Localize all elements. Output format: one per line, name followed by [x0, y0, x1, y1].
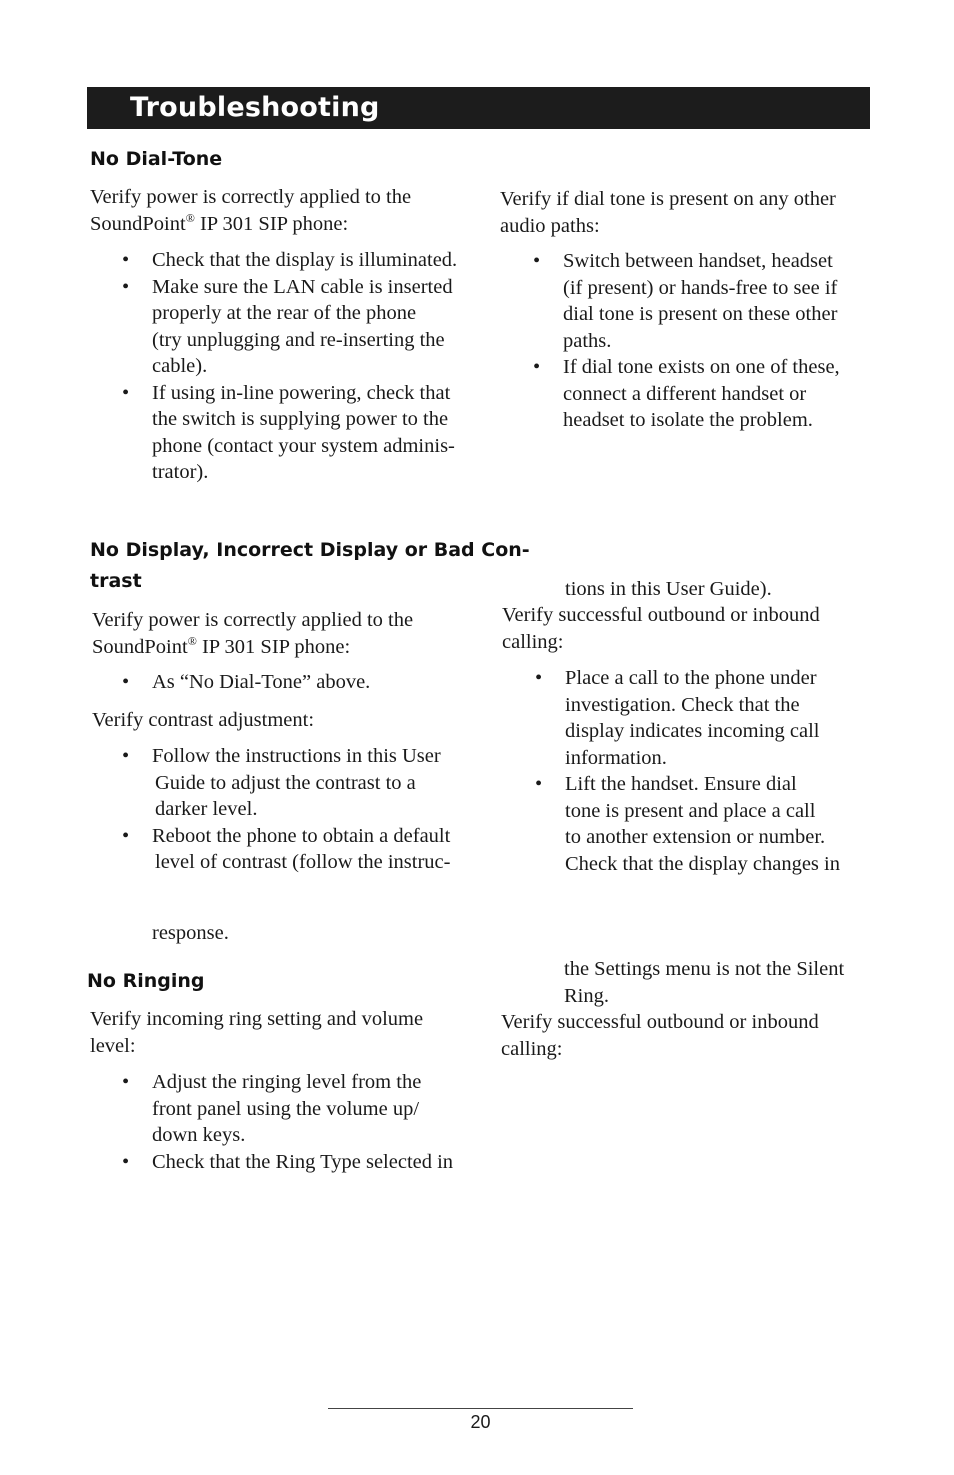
footer-rule [328, 1408, 633, 1409]
text-line: cable). [152, 355, 208, 377]
text-line: information. [565, 746, 667, 769]
text-line: • Make sure the LAN cable is inserted [152, 275, 453, 298]
list-item [533, 248, 840, 354]
contrast-bullets [122, 743, 450, 876]
list-item [533, 354, 840, 434]
text-line: • Follow the instructions in this User [152, 745, 441, 767]
text-line: trator). [152, 461, 209, 483]
text-line: paths. [563, 329, 612, 352]
text-line: headset to isolate the problem. [563, 409, 813, 431]
heading-no-ringing: No Ringing [87, 970, 205, 992]
text-line: Verify successful outbound or inbound [502, 604, 820, 626]
text-line: Verify incoming ring setting and volume [90, 1008, 424, 1030]
text-line: down keys. [152, 1124, 246, 1146]
text-line: phone (contact your system adminis- [152, 434, 455, 457]
display-left-intro [92, 607, 413, 660]
text-line: level of contrast (follow the instruc- [155, 851, 451, 873]
ringing-right-continuation [564, 956, 844, 1009]
list-item [535, 665, 840, 771]
display-response-continuation: response. [152, 922, 229, 944]
text-line: • Adjust the ringing level from the [152, 1071, 422, 1093]
registered-mark: ® [187, 633, 197, 648]
text-line: Verify if dial tone is present on any other [500, 188, 836, 210]
list-item [122, 1149, 453, 1176]
text-line: SoundPoint [92, 635, 188, 658]
text-line: Guide to adjust the contrast to a [155, 771, 416, 794]
list-item [535, 771, 840, 877]
text-line: • Check that the Ring Type selected in [152, 1150, 454, 1173]
display-right-intro [502, 602, 820, 655]
display-right-continuation: tions in this User Guide). [565, 578, 772, 600]
text-line: Ring. [564, 984, 609, 1007]
dialtone-left-intro [90, 184, 411, 237]
text-line: Verify power is correctly applied to the [92, 609, 414, 631]
text-line: investigation. Check that the [565, 693, 800, 716]
text-line: Verify successful outbound or inbound [501, 1011, 819, 1033]
text-line: trast [90, 570, 142, 592]
list-item [122, 743, 450, 823]
text-line: (try unplugging and re-inserting the [152, 328, 445, 351]
page-title: Troubleshooting [130, 92, 380, 123]
text-line: IP 301 SIP phone: [196, 635, 351, 658]
list-item [122, 1069, 453, 1149]
list-item [122, 823, 450, 876]
list-item [122, 274, 457, 380]
text-line: Verify power is correctly applied to the [90, 186, 412, 208]
text-line: front panel using the volume up/ [152, 1097, 420, 1120]
ringing-left-intro [90, 1006, 423, 1059]
text-line: level: [90, 1034, 136, 1057]
text-line: • If dial tone exists on one of these, [563, 356, 840, 378]
list-item [122, 380, 457, 486]
text-line: No Display, Incorrect Display or Bad Con- [90, 539, 530, 561]
text-line: • Lift the handset. Ensure dial [565, 773, 797, 795]
dialtone-right-bullets [533, 248, 840, 434]
dialtone-right-intro [500, 186, 836, 239]
text-line: dial tone is present on these other [563, 303, 838, 325]
text-line: properly at the rear of the phone [152, 302, 417, 324]
heading-no-dial-tone: No Dial-Tone [90, 148, 223, 170]
ringing-left-bullets [122, 1069, 453, 1175]
text-line: • Switch between handset, headset [563, 250, 833, 272]
text-line: • If using in-line powering, check that [152, 381, 451, 404]
text-line: to another extension or number. [565, 826, 826, 848]
contrast-intro: Verify contrast adjustment: [92, 709, 315, 731]
ringing-right-intro [501, 1009, 819, 1062]
text-line: audio paths: [500, 214, 600, 237]
registered-mark: ® [185, 210, 195, 225]
text-line: • Place a call to the phone under [565, 667, 817, 689]
list-item [122, 247, 457, 274]
dialtone-left-bullets [122, 247, 457, 486]
text-line: the switch is supplying power to the [152, 408, 449, 430]
text-line: • As “No Dial-Tone” above. [152, 671, 371, 693]
text-line: the Settings menu is not the Silent [564, 958, 845, 980]
display-as-above-bullet [122, 669, 370, 696]
page-number: 20 [470, 1412, 491, 1432]
text-line: (if present) or hands-free to see if [563, 276, 838, 299]
text-line: calling: [501, 1037, 563, 1060]
text-line: • Reboot the phone to obtain a default [152, 824, 451, 847]
text-line: darker level. [155, 798, 258, 820]
text-line: • Check that the display is illuminated. [152, 249, 458, 271]
text-line: Check that the display changes in [565, 852, 840, 875]
text-line: SoundPoint [90, 212, 186, 235]
text-line: display indicates incoming call [565, 720, 820, 742]
heading-no-display [90, 535, 530, 597]
display-right-bullets [535, 665, 840, 877]
text-line: tone is present and place a call [565, 799, 816, 822]
text-line: connect a different handset or [563, 382, 807, 405]
section-title-banner [87, 87, 870, 129]
text-line: IP 301 SIP phone: [194, 212, 349, 235]
list-item [122, 669, 370, 696]
text-line: calling: [502, 630, 564, 653]
